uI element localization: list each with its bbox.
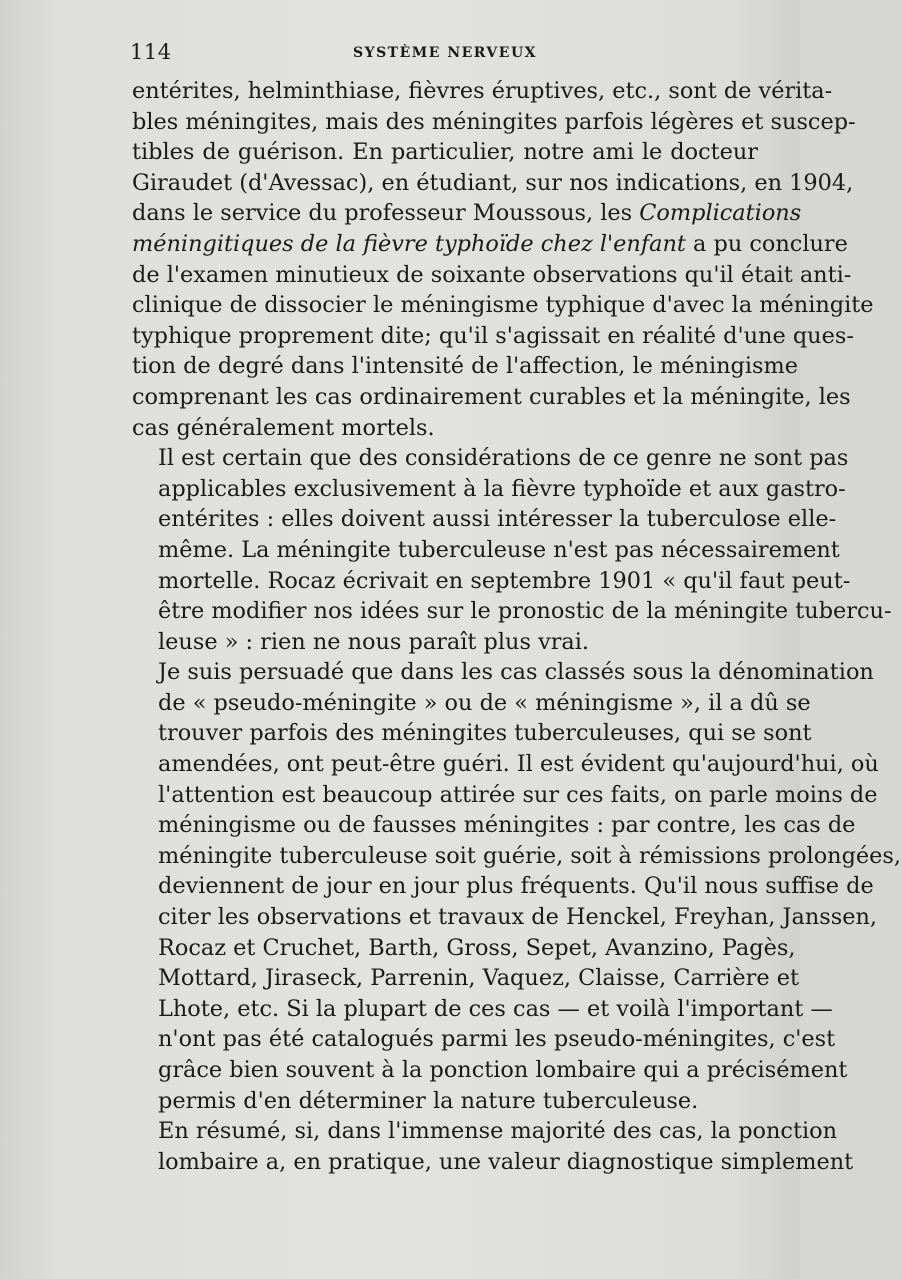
text-line: permis d'en déterminer la nature tuberculeuse. <box>158 1087 699 1114</box>
page-header <box>130 40 760 70</box>
text-line: Rocaz et Cruchet, Barth, Gross, Sepet, Avanzino, Pagès, <box>158 934 796 961</box>
running-title: SYSTÈME NERVEUX <box>352 45 538 61</box>
text-line: amendées, ont peut-être guéri. Il est évident qu'aujourd'hui, où <box>158 751 879 778</box>
text-line: clinique de dissocier le méningisme typhique d'avec la méningite <box>132 292 874 319</box>
text-line: lombaire a, en pratique, une valeur diagnostique simplement <box>158 1148 854 1175</box>
text-line: comprenant les cas ordinairement curables et la méningite, les <box>132 383 851 410</box>
text-line: entérites : elles doivent aussi intéresser la tuberculose elle- <box>158 506 837 533</box>
text-line: mortelle. Rocaz écrivait en septembre 1901 « qu'il faut peut- <box>158 567 851 594</box>
text-line: cas généralement mortels. <box>132 414 435 441</box>
text-line: n'ont pas été catalogués parmi les pseudo-méningites, c'est <box>158 1026 836 1053</box>
text-line: Il est certain que des considérations de ce genre ne sont pas <box>158 445 849 472</box>
text-line: Je suis persuadé que dans les cas classés sous la dénomination <box>158 659 874 686</box>
text-line: trouver parfois des méningites tuberculeuses, qui se sont <box>158 720 812 747</box>
text-run: dans le service du professeur Moussous, les <box>132 200 633 227</box>
text-line: Mottard, Jiraseck, Parrenin, Vaquez, Claisse, Carrière et <box>158 965 799 992</box>
text-line: même. La méningite tuberculeuse n'est pas nécessairement <box>158 536 840 563</box>
paragraph-3 <box>132 657 901 1116</box>
text-line: être modifier nos idées sur le pronostic de la méningite tubercu- <box>158 598 892 625</box>
text-run: a pu conclure <box>693 230 848 257</box>
text-line: Lhote, etc. Si la plupart de ces cas — et voilà l'important — <box>158 995 833 1022</box>
text-line: En résumé, si, dans l'immense majorité des cas, la ponction <box>158 1118 838 1145</box>
body-text <box>132 76 901 1177</box>
italic-title-part-2: méningitiques de la fièvre typhoïde chez l'enfant <box>132 230 686 257</box>
text-line: méningite tuberculeuse soit guérie, soit à rémissions prolongées, <box>158 842 901 869</box>
text-line: de l'examen minutieux de soixante observations qu'il était anti- <box>132 261 852 288</box>
paragraph-2 <box>132 443 892 657</box>
text-line: leuse » : rien ne nous paraît plus vrai. <box>158 628 590 655</box>
text-line: grâce bien souvent à la ponction lombaire qui a précisément <box>158 1057 848 1083</box>
text-line: citer les observations et travaux de Henckel, Freyhan, Janssen, <box>158 904 878 931</box>
text-line: tion de degré dans l'intensité de l'affection, le méningisme <box>132 353 799 380</box>
text-line: typhique proprement dite; qu'il s'agissait en réalité d'une ques- <box>132 322 854 349</box>
text-line: deviennent de jour en jour plus fréquents. Qu'il nous suffise de <box>158 873 874 900</box>
italic-title-part-1: Complications <box>639 200 802 227</box>
page-number: 114 <box>130 40 172 64</box>
text-line: entérites, helminthiase, fièvres éruptives, etc., sont de vérita- <box>132 78 833 104</box>
text-line: de « pseudo-méningite » ou de « méningisme », il a dû se <box>158 689 811 716</box>
text-line <box>132 229 848 260</box>
text-line: bles méningites, mais des méningites parfois légères et suscep- <box>132 108 856 135</box>
paragraph-4 <box>132 1116 854 1177</box>
text-line: tibles de guérison. En particulier, notre ami le docteur <box>132 139 758 166</box>
paragraph-1 <box>132 76 874 443</box>
text-line: l'attention est beaucoup attirée sur ces faits, on parle moins de <box>158 781 878 808</box>
text-line <box>132 198 802 229</box>
text-line: applicables exclusivement à la fièvre typhoïde et aux gastro- <box>158 475 846 502</box>
text-line: méningisme ou de fausses méningites : par contre, les cas de <box>158 812 856 839</box>
text-line: Giraudet (d'Avessac), en étudiant, sur nos indications, en 1904, <box>132 169 854 196</box>
